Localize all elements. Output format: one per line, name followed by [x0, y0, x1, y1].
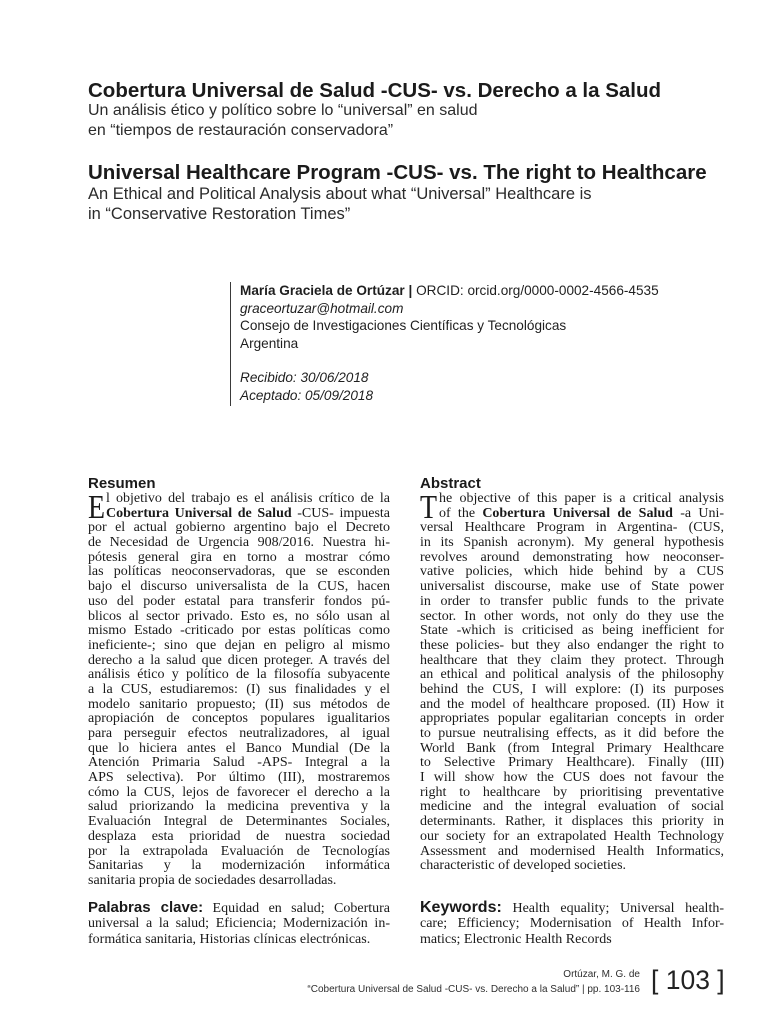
resumen-line: de Necesidad de Urgencia 908/2016. Nuestra hi-: [88, 535, 390, 551]
abstract-line: universalist discourse, make use of State power: [420, 579, 724, 595]
abstract-line: behind the CUS, I will explore: (I) its purposes: [420, 681, 724, 697]
abstract-line: to pursue neutralising effects, as it did before the: [420, 726, 724, 741]
keywords-block: [420, 900, 724, 947]
author-block: [240, 282, 659, 352]
author-orcid: ORCID: orcid.org/0000-0002-4566-4535: [416, 283, 659, 298]
subtitle-line: Un análisis ético y político sobre lo “universal” en salud: [88, 102, 478, 119]
author-country: Argentina: [240, 335, 299, 351]
author-email: graceortuzar@hotmail.com: [240, 300, 404, 316]
resumen-line: l objetivo del trabajo es el análisis crítico de la: [106, 491, 390, 506]
resumen-line: Atención Primaria Salud -APS- Integral a la: [88, 755, 390, 771]
abstract-line: revolves around demonstrating how neoconser-: [420, 549, 724, 565]
footer-citation: “Cobertura Universal de Salud -CUS- vs. Derecho a la Salud” | pp. 103-116: [307, 984, 640, 995]
resumen-line: uso del poder estatal para transferir fondos pú-: [88, 593, 390, 609]
author-name: María Graciela de Ortúzar: [240, 283, 405, 298]
keywords-line: matics; Electronic Health Records: [420, 931, 612, 947]
author-affiliation: Consejo de Investigaciones Científicas y Tecnológicas: [240, 318, 567, 334]
resumen-line: salud priorizando la medicina preventiva y la: [88, 799, 390, 815]
resumen-line: pótesis general gira en torno a mostrar cómo: [88, 549, 390, 565]
resumen-line: [88, 507, 390, 522]
article-title-english: Universal Healthcare Program -CUS- vs. The right to Healthcare: [88, 161, 707, 184]
abstract-line: determinants. Rather, it displaces this priority in: [420, 814, 724, 830]
palabras-clave-line: formática sanitaria, Historias clínicas electrónicas.: [88, 931, 371, 947]
palabras-clave-text: Equidad en salud; Cobertura: [212, 901, 390, 916]
abstract-heading: Abstract: [420, 475, 481, 492]
resumen-line: derecho a la salud que dicen proteger. A través del: [88, 652, 390, 668]
resumen-line: desplaza esta prioridad de nuestra sociedad: [88, 828, 390, 844]
subtitle-line: en “tiempos de restauración conservadora”: [88, 122, 394, 139]
abstract-line: right to healthcare by prioritising preventative: [420, 784, 724, 800]
resumen-line: sanitaria propia de sociedades desarrolladas.: [88, 872, 337, 888]
resumen-line: bajo el discurso universalista de la CUS, hacen: [88, 579, 390, 595]
resumen-line: Evaluación Integral de Determinantes Sociales,: [88, 814, 390, 830]
abstract-line: and the model of healthcare proposed. (II) How it: [420, 696, 724, 712]
resumen-line: APS selectiva). Por último (III), mostraremos: [88, 770, 390, 786]
palabras-clave-line: [88, 900, 390, 916]
emphasis-text: Cobertura Universal de Salud: [106, 505, 292, 521]
abstract-line: [420, 507, 724, 522]
abstract-line: our society for an extrapolated Health Technology: [420, 828, 724, 844]
resumen-line: cómo la CUS, lejos de favorecer el derecho a la: [88, 784, 390, 800]
drop-cap-letter: T: [420, 488, 438, 526]
resumen-line: Sanitarias y la modernización informática: [88, 858, 390, 874]
abstract-line: in order to transfer public funds to the private: [420, 593, 724, 609]
resumen-line: por la extrapolada Evaluación de Tecnologías: [88, 843, 390, 859]
author-separator: |: [408, 283, 413, 298]
abstract-line: to Selective Primary Healthcare). Finally (III): [420, 755, 724, 771]
abstract-line: these policies- but they also endanger the right to: [420, 637, 724, 653]
keywords-line: care; Efficiency; Modernisation of Health Infor-: [420, 915, 724, 931]
keywords-text: Health equality; Universal health-: [512, 901, 724, 916]
author-line: [240, 282, 659, 300]
page-number: [ 103 ]: [651, 965, 725, 995]
article-subtitle-english: [88, 184, 592, 224]
palabras-clave-line: universal a la salud; Eficiencia; Modernización in-: [88, 915, 390, 931]
abstract-line: he objective of this paper is a critical analysis: [439, 491, 724, 506]
text-run: of the: [439, 505, 483, 521]
footer-author-reference: Ortúzar, M. G. de: [563, 969, 640, 980]
drop-cap-letter: E: [88, 488, 106, 526]
resumen-line: para perseguir efectos neutralizadores, al igual: [88, 726, 390, 741]
text-run: -CUS- impuesta: [291, 505, 390, 521]
palabras-clave-block: [88, 900, 390, 947]
resumen-line: las políticas neoconservadoras, que se esconden: [88, 564, 390, 580]
abstract-body: [420, 488, 725, 874]
resumen-line: ineficiente-; sino que dejan en peligro al mismo: [88, 637, 390, 653]
keywords-line: [420, 900, 724, 916]
author-block-divider: [230, 282, 231, 406]
abstract-line: medicine and the integral evaluation of social: [420, 799, 724, 815]
article-title-spanish: Cobertura Universal de Salud -CUS- vs. Derecho a la Salud: [88, 79, 662, 102]
abstract-line: healthcare that they claim they protect. Through: [420, 652, 724, 668]
resumen-body: [88, 488, 390, 889]
abstract-line: I will show how the CUS does not favour the: [420, 770, 724, 786]
abstract-line: versal Healthcare Program in Argentina- (CUS,: [420, 520, 724, 536]
resumen-line: blicos al sector privado. Esto es, no sólo usan al: [88, 608, 390, 624]
submission-dates: [240, 369, 373, 404]
abstract-line: Assessment and modernised Health Informatics,: [420, 843, 724, 859]
emphasis-text: Cobertura Universal de Salud: [482, 505, 673, 521]
abstract-line: vative policies, which hide behind by a CUS: [420, 564, 724, 580]
subtitle-line: in “Conservative Restoration Times”: [88, 205, 351, 223]
article-subtitle-spanish: [88, 101, 478, 141]
resumen-line: modelo sanitario propuesto; (II) sus métodos de: [88, 696, 390, 712]
keywords-label: Keywords:: [420, 899, 502, 916]
resumen-line: mismo Estado -criticado por estas políticas como: [88, 623, 390, 639]
received-date: Recibido: 30/06/2018: [240, 370, 369, 385]
resumen-line: que lo hiciera antes el Banco Mundial (De la: [88, 740, 390, 756]
resumen-line: a la CUS, estudiaremos: (I) sus finalidades y el: [88, 681, 390, 697]
subtitle-line: An Ethical and Political Analysis about what “Universal” Healthcare is: [88, 185, 592, 203]
abstract-line: in its Spanish acronym). My general hypothesis: [420, 535, 724, 551]
resumen-heading: Resumen: [88, 475, 156, 492]
abstract-line: an ethical and political analysis of the philosophy: [420, 667, 724, 683]
resumen-line: apropiación de conceptos populares igualitarios: [88, 711, 390, 727]
abstract-line: sector. In other words, not only do they use the: [420, 608, 724, 624]
abstract-line: characteristic of developed societies.: [420, 858, 627, 874]
text-run: -a Uni-: [672, 505, 725, 521]
resumen-line: análisis ético y político de la filosofía subyacente: [88, 667, 390, 683]
resumen-line: por el actual gobierno argentino bajo el Decreto: [88, 520, 390, 536]
abstract-line: appropriates popular egalitarian concepts in order: [420, 711, 724, 727]
accepted-date: Aceptado: 05/09/2018: [240, 387, 374, 403]
palabras-clave-label: Palabras clave:: [88, 899, 204, 916]
abstract-line: World Bank (from Integral Primary Healthcare: [420, 740, 724, 756]
abstract-line: State -which is criticised as being inefficient for: [420, 623, 724, 639]
